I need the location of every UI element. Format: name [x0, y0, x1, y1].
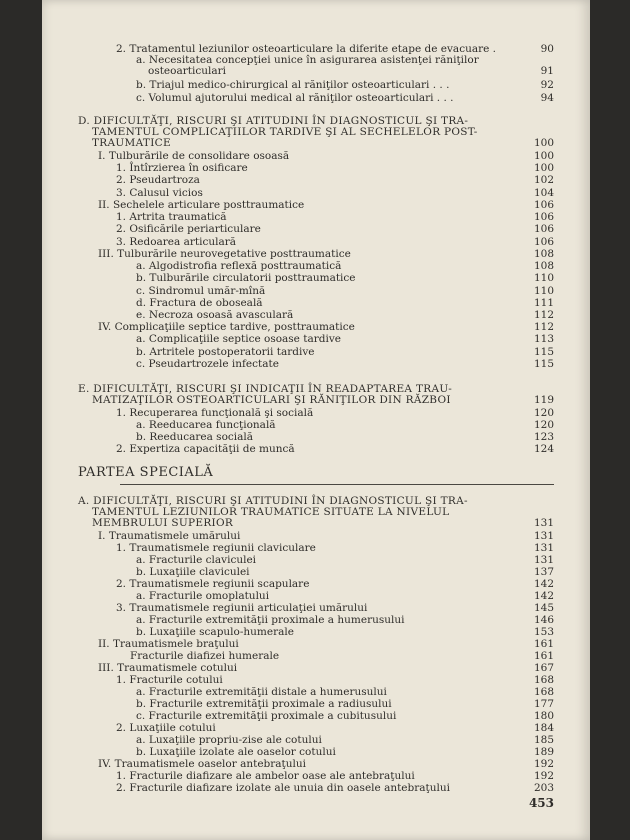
toc-entry-title: b. Artritele postoperatorii tardive — [136, 346, 315, 358]
table-of-contents — [42, 0, 590, 840]
toc-entry-title: b. Luxaţiile izolate ale oaselor cotului — [136, 746, 336, 758]
page-number: 453 — [528, 796, 554, 810]
toc-entry-page: 167 — [533, 662, 554, 674]
toc-entry-page: 108 — [533, 260, 554, 272]
section-rule — [120, 484, 554, 485]
toc-entry-page: 100 — [533, 137, 554, 149]
toc-entry-page: 168 — [533, 674, 554, 686]
toc-entry-page: 131 — [533, 517, 554, 529]
toc-entry-title: TAMENTUL LEZIUNILOR TRAUMATICE SITUATE LA NIVELUL — [92, 506, 450, 518]
toc-entry-page: 100 — [533, 162, 554, 174]
toc-entry-title: 2. Tratamentul leziunilor osteoarticulare la diferite etape de evacuare . — [116, 43, 497, 55]
toc-entry-title: IV. Traumatismele oaselor antebraţului — [98, 758, 307, 770]
toc-entry-title: c. Pseudartrozele infectate — [136, 358, 279, 370]
toc-entry-title: 1. Artrita traumatică — [116, 211, 227, 223]
toc-entry-page: 113 — [533, 333, 554, 345]
toc-entry-page: 189 — [533, 746, 554, 758]
toc-entry-page: 92 — [540, 79, 554, 91]
toc-entry-page: 90 — [540, 43, 554, 55]
toc-entry-title: Fracturile diafizei humerale — [130, 650, 280, 662]
toc-entry-title: a. Complicaţiile septice osoase tardive — [136, 333, 341, 345]
toc-entry-title: I. Tulburările de consolidare osoasă — [98, 150, 290, 162]
toc-entry-page: 146 — [533, 614, 554, 626]
toc-entry-page: 180 — [533, 710, 554, 722]
toc-entry-title: TRAUMATICE — [92, 137, 171, 149]
toc-entry-page: 137 — [533, 566, 554, 578]
toc-entry-title: A. DIFICULTĂŢI, RISCURI ŞI ATITUDINI ÎN DIAGNOSTICUL ŞI TRA- — [78, 495, 468, 507]
toc-entry-title: 2. Luxaţiile cotului — [116, 722, 216, 734]
toc-entry-title: a. Fracturile claviculei — [136, 554, 257, 566]
toc-entry-page: 110 — [533, 285, 554, 297]
toc-entry-title: 1. Întîrzierea în osificare — [116, 162, 248, 174]
toc-entry-page: 168 — [533, 686, 554, 698]
toc-entry-title: MEMBRULUI SUPERIOR — [92, 517, 234, 529]
toc-entry-page: 106 — [533, 236, 554, 248]
toc-entry-page: 91 — [540, 65, 554, 77]
toc-entry-page: 142 — [533, 578, 554, 590]
toc-entry-title: e. Necroza osoasă avasculară — [136, 309, 294, 321]
toc-entry-title: 3. Calusul vicios — [116, 187, 203, 199]
toc-entry-page: 112 — [533, 321, 554, 333]
toc-entry-title: 1. Recuperarea funcţională şi socială — [116, 407, 314, 419]
toc-entry-page: 115 — [533, 346, 554, 358]
toc-entry-page: 161 — [533, 650, 554, 662]
toc-entry-page: 184 — [533, 722, 554, 734]
toc-entry-page: 110 — [533, 272, 554, 284]
toc-entry-title: 2. Traumatismele regiunii scapulare — [116, 578, 310, 590]
toc-entry-title: 1. Fracturile diafizare ale ambelor oase ale antebraţului — [116, 770, 415, 782]
toc-entry-page: 131 — [533, 554, 554, 566]
toc-entry-title: d. Fractura de oboseală — [136, 297, 263, 309]
toc-entry-title: b. Luxaţiile claviculei — [136, 566, 250, 578]
toc-entry-title: c. Sindromul umăr-mînă — [136, 285, 266, 297]
toc-entry-page: 177 — [533, 698, 554, 710]
toc-entry-page: 115 — [533, 358, 554, 370]
toc-entry-page: 106 — [533, 223, 554, 235]
toc-entry-page: 124 — [533, 443, 554, 455]
toc-entry-title: a. Luxaţiile propriu-zise ale cotului — [136, 734, 322, 746]
toc-entry-page: 192 — [533, 758, 554, 770]
toc-entry-title: III. Traumatismele cotului — [98, 662, 238, 674]
toc-entry-title: 3. Traumatismele regiunii articulaţiei umărului — [116, 602, 368, 614]
toc-entry-title: E. DIFICULTĂŢI, RISCURI ŞI INDICAŢII ÎN READAPTAREA TRAU- — [78, 383, 453, 395]
toc-entry-page: 111 — [533, 297, 554, 309]
toc-entry-title: a. Fracturile omoplatului — [136, 590, 270, 602]
toc-entry-page: 120 — [533, 407, 554, 419]
toc-entry-page: 123 — [533, 431, 554, 443]
toc-entry-page: 192 — [533, 770, 554, 782]
toc-entry-title: 2. Osificările periarticulare — [116, 223, 261, 235]
toc-entry-title: MATIZAŢILOR OSTEOARTICULARI ŞI RĂNIŢILOR DIN RĂZBOI — [92, 394, 451, 406]
toc-entry-page: 131 — [533, 530, 554, 542]
toc-entry-page: 185 — [533, 734, 554, 746]
toc-entry-title: 1. Fracturile cotului — [116, 674, 223, 686]
toc-entry-page: 203 — [533, 782, 554, 794]
toc-entry-title: b. Fracturile extremităţii proximale a radiusului — [136, 698, 392, 710]
toc-entry-page: 94 — [540, 92, 554, 104]
toc-entry-title: 3. Redoarea articulară — [116, 236, 237, 248]
toc-entry-title: 1. Traumatismele regiunii claviculare — [116, 542, 316, 554]
toc-entry-page: 131 — [533, 542, 554, 554]
toc-entry-page: 112 — [533, 309, 554, 321]
toc-entry-title: b. Tulburările circulatorii posttraumatice — [136, 272, 356, 284]
book-page — [42, 0, 590, 840]
toc-entry-page: 108 — [533, 248, 554, 260]
toc-entry-page: 102 — [533, 174, 554, 186]
toc-entry-title: c. Fracturile extremităţii proximale a cubitusului — [136, 710, 397, 722]
toc-entry-title: a. Fracturile extremităţii proximale a humerusului — [136, 614, 405, 626]
toc-entry-page: 142 — [533, 590, 554, 602]
toc-entry-page: 100 — [533, 150, 554, 162]
toc-entry-title: b. Triajul medico-chirurgical al răniţilor osteoarticulari . . . — [136, 79, 450, 91]
toc-entry-page: 145 — [533, 602, 554, 614]
toc-entry-title: TAMENTUL COMPLICAŢIILOR TARDIVE ŞI AL SECHELELOR POST- — [92, 126, 478, 138]
toc-entry-title: c. Volumul ajutorului medical al răniţilor osteoarticulari . . . — [136, 92, 454, 104]
toc-entry-title: b. Reeducarea socială — [136, 431, 254, 443]
toc-entry-title: PARTEA SPECIALĂ — [78, 465, 214, 480]
toc-entry-title: 2. Fracturile diafizare izolate ale unuia din oasele antebraţului — [116, 782, 450, 794]
toc-entry-title: IV. Complicaţiile septice tardive, posttraumatice — [98, 321, 355, 333]
toc-entry-page: 104 — [533, 187, 554, 199]
toc-entry-title: 2. Pseudartroza — [116, 174, 200, 186]
toc-entry-page: 106 — [533, 199, 554, 211]
toc-entry-title: osteoarticulari — [148, 65, 226, 77]
toc-entry-title: a. Necesitatea concepţiei unice în asigurarea asistenţei răniţilor — [136, 54, 479, 66]
toc-entry-title: II. Sechelele articulare posttraumatice — [98, 199, 305, 211]
toc-entry-page: 106 — [533, 211, 554, 223]
toc-entry-title: II. Traumatismele braţului — [98, 638, 239, 650]
toc-entry-page: 120 — [533, 419, 554, 431]
toc-entry-page: 119 — [533, 394, 554, 406]
toc-entry-title: a. Algodistrofia reflexă posttraumatică — [136, 260, 342, 272]
toc-entry-title: I. Traumatismele umărului — [98, 530, 241, 542]
toc-entry-title: b. Luxaţiile scapulo-humerale — [136, 626, 294, 638]
toc-entry-page: 161 — [533, 638, 554, 650]
toc-entry-title: a. Fracturile extremităţii distale a humerusului — [136, 686, 387, 698]
toc-entry-title: III. Tulburările neurovegetative posttraumatice — [98, 248, 351, 260]
toc-entry-title: D. DIFICULTĂŢI, RISCURI ŞI ATITUDINI ÎN DIAGNOSTICUL ŞI TRA- — [78, 115, 469, 127]
toc-entry-title: a. Reeducarea funcţională — [136, 419, 276, 431]
toc-entry-title: 2. Expertiza capacităţii de muncă — [116, 443, 295, 455]
toc-entry-page: 153 — [533, 626, 554, 638]
